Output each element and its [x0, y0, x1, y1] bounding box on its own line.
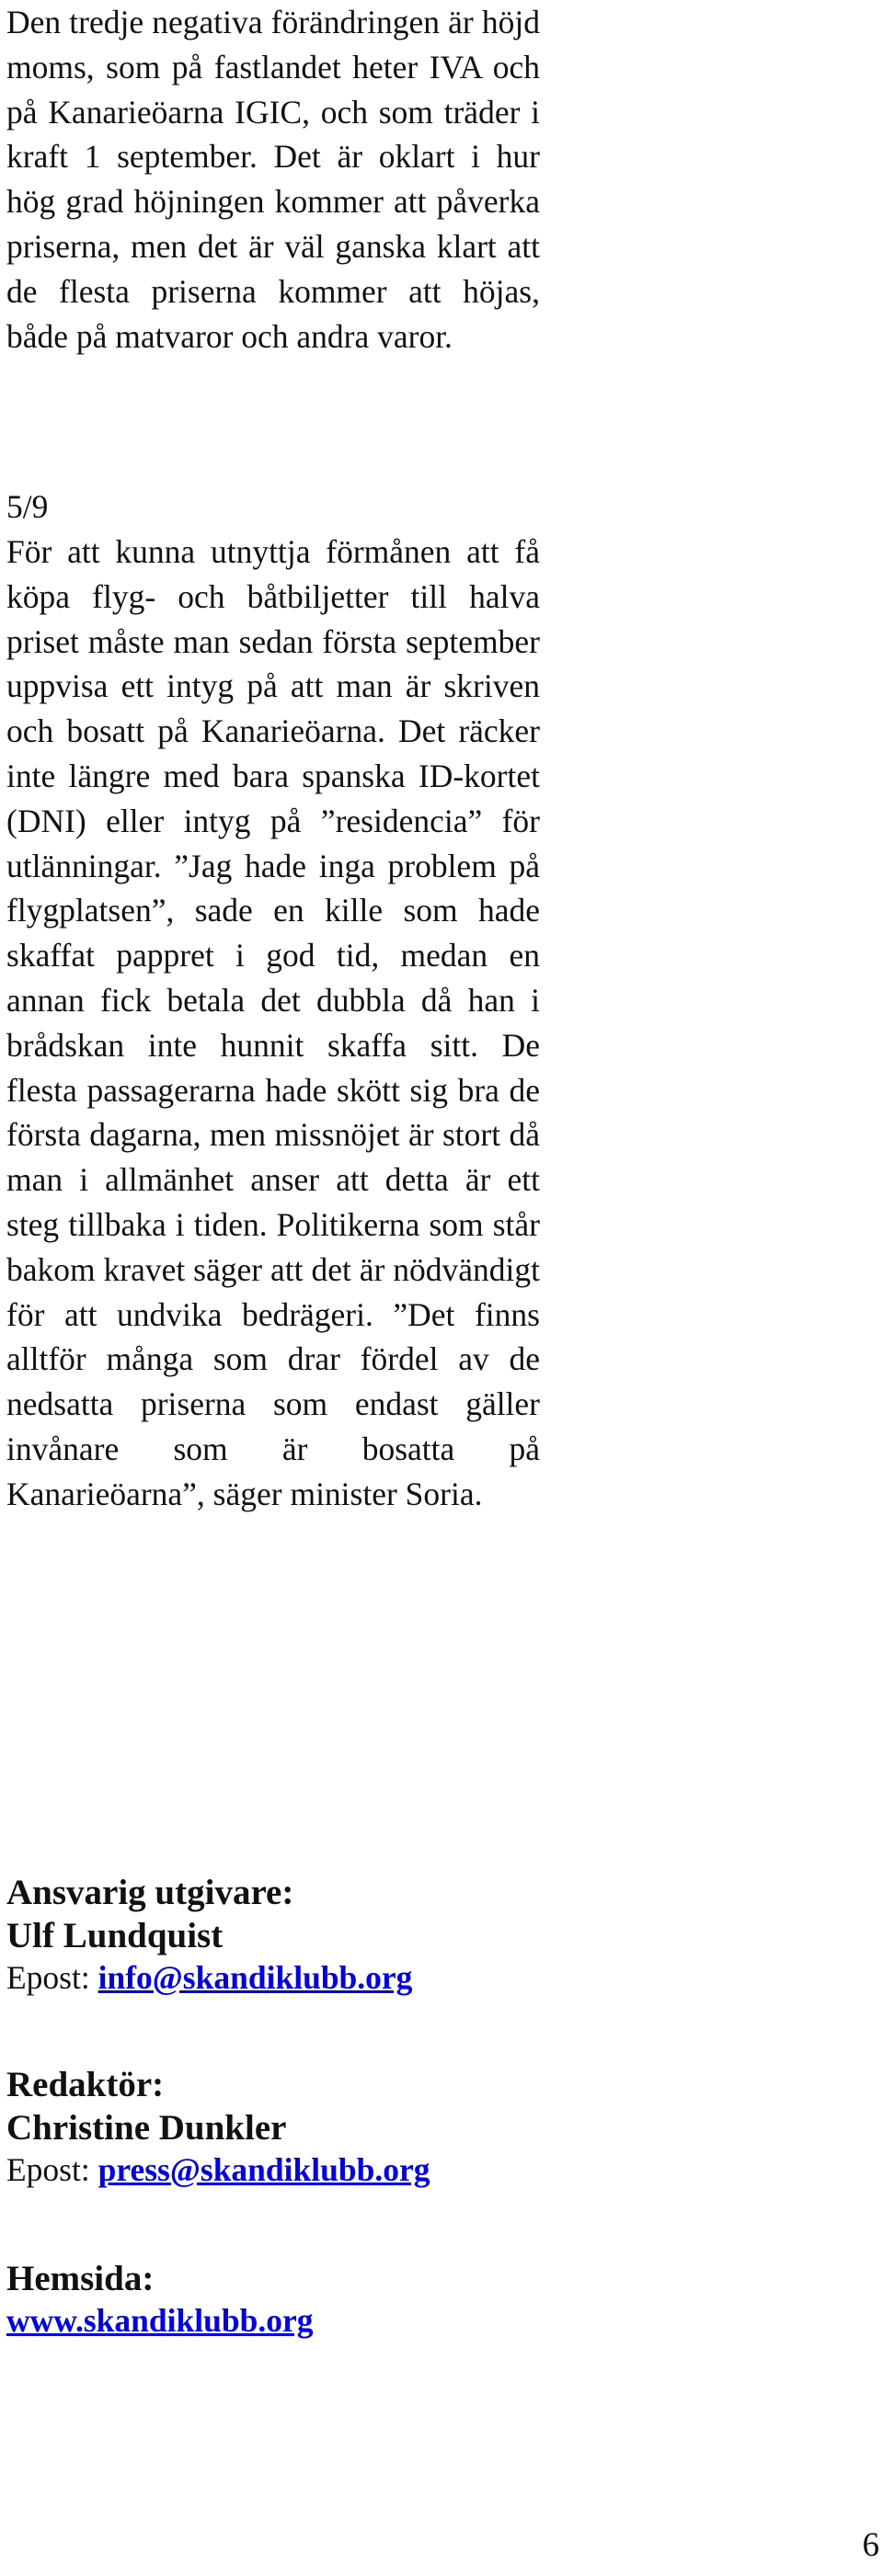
website-line: [6, 2300, 540, 2341]
article-paragraph-tickets: För att kunna utnyttja förmånen att få köpa flyg- och båtbiljetter till halva priset måste man sedan första september uppvisa ett intyg på att man är skriven och bosatt på Kanarieöarna. Det räcker inte längre med bara spanska ID-kortet (DNI) eller intyg på ”residencia” för utlänningar. ”Jag hade inga problem på flygplatsen”, sade en kille som hade skaffat pappret i god tid, medan en annan fick betala det dubbla då han i brådskan inte hunnit skaffa sitt. De flesta passagerarna hade skött sig bra de första dagarna, men missnöjet är stort då man i allmänhet anser att detta är ett steg tillbaka i tiden. Politikerna som står bakom kravet säger att det är nödvändigt för att undvika bedrägeri. ”Det finns alltför många som drar fördel av de nedsatta priserna som endast gäller invånare som är bosatta på Kanarieöarna”, säger minister Soria.: [6, 533, 540, 1512]
editor-label: Redaktör:: [6, 2065, 165, 2104]
editor-block: [6, 2063, 540, 2190]
editor-email-link[interactable]: press@skandiklubb.org: [97, 2151, 430, 2188]
publisher-label: Ansvarig utgivare:: [6, 1873, 294, 1912]
website-link[interactable]: www.skandiklubb.org: [6, 2302, 314, 2339]
editor-email-line: [6, 2149, 540, 2190]
publisher-block: [6, 1871, 540, 1998]
article-date: 5/9: [6, 488, 49, 525]
page-number: 6: [862, 2526, 879, 2564]
website-label: Hemsida:: [6, 2259, 155, 2298]
publisher-email-line: [6, 1957, 540, 1998]
article-paragraph-vat: Den tredje negativa förändringen är höjd moms, som på fastlandet heter IVA och på Kanarieöarna IGIC, och som träder i kraft 1 september. Det är oklart i hur hög grad höjningen kommer att påverka priserna, men det är väl ganska klart att de flesta priserna kommer att höjas, både på matvaror och andra varor.: [6, 4, 540, 355]
editor-name: Christine Dunkler: [6, 2108, 287, 2148]
editor-email-label: Epost:: [6, 2151, 90, 2188]
publisher-name: Ulf Lundquist: [6, 1916, 224, 1955]
website-block: [6, 2257, 540, 2341]
publisher-email-link[interactable]: info@skandiklubb.org: [97, 1959, 413, 1996]
publisher-email-label: Epost:: [6, 1959, 90, 1996]
